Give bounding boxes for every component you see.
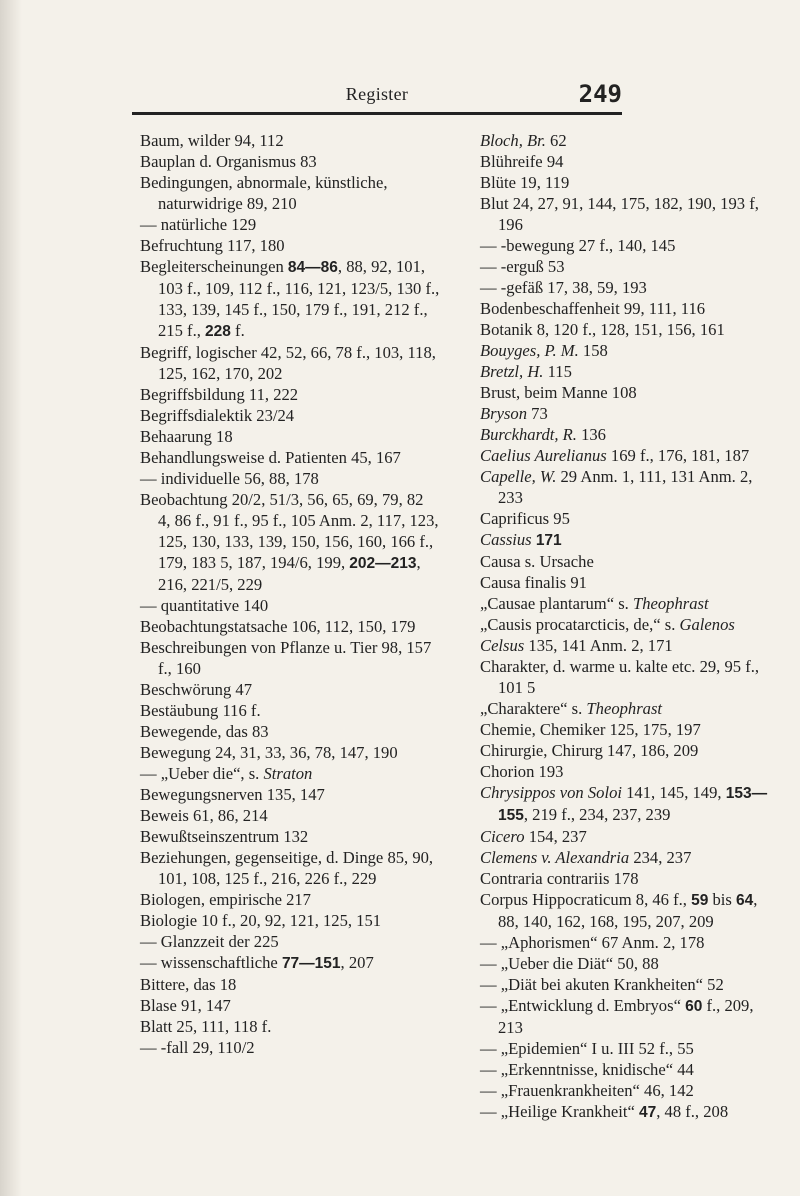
index-entry-text: Behaarung 18 <box>140 427 233 446</box>
index-entry <box>480 1101 780 1123</box>
index-entry-text: — „Erkenntnisse, knidische“ 44 <box>480 1060 694 1079</box>
index-entry-text: — wissenschaftliche <box>140 953 282 972</box>
index-entry <box>140 342 440 384</box>
index-entry-text: 153—155 <box>498 785 768 824</box>
index-entry <box>480 932 780 953</box>
index-entry-text: Blase 91, 147 <box>140 996 231 1015</box>
index-entry <box>480 847 780 868</box>
index-entry-text: Begriff, logischer 42, 52, 66, 78 f., 103, 118, 125, 162, 170, 202 <box>140 343 436 383</box>
index-entry <box>140 468 440 489</box>
index-entry-text: Begleiterscheinungen <box>140 257 288 276</box>
index-entry <box>140 805 440 826</box>
index-column-right <box>480 130 780 1123</box>
index-entry <box>140 1037 440 1058</box>
index-entry-text: — „Heilige Krankheit“ <box>480 1102 639 1121</box>
index-entry-text: 171 <box>535 532 562 549</box>
index-entry <box>140 595 440 616</box>
index-entry-text: — „Epidemien“ I u. III 52 f., 55 <box>480 1039 694 1058</box>
index-entry <box>480 298 780 319</box>
index-entry-text: , 216, 221/5, 229 <box>158 553 421 594</box>
index-entry-text: 154, 237 <box>524 827 587 846</box>
index-entry-text: Clemens v. Alexandria <box>480 848 630 867</box>
index-entry-text: Blatt 25, 111, 118 f. <box>140 1017 272 1036</box>
index-entry-text: , 48 f., 208 <box>656 1102 729 1121</box>
index-entry <box>480 719 780 740</box>
index-entry <box>140 847 440 889</box>
index-entry-text: Baum, wilder 94, 112 <box>140 131 284 150</box>
index-entry-text: 73 <box>527 404 548 423</box>
page-number: 249 <box>578 80 622 108</box>
index-entry-text: Bittere, das 18 <box>140 975 237 994</box>
index-entry <box>480 593 780 614</box>
index-entry <box>480 256 780 277</box>
index-entry <box>140 616 440 637</box>
index-entry-text: 62 <box>545 131 567 150</box>
index-entry-text: Bretzl, H. <box>480 362 544 381</box>
index-entry-text: 202—213 <box>349 555 417 572</box>
index-entry <box>140 826 440 847</box>
index-entry-text: Chorion 193 <box>480 762 564 781</box>
index-entry <box>480 508 780 529</box>
index-entry <box>140 679 440 700</box>
index-entry-text: f. <box>230 321 245 340</box>
index-entry-text: Bewegende, das 83 <box>140 722 269 741</box>
index-entry <box>480 151 780 172</box>
index-entry-text: Theophrast <box>586 699 663 718</box>
index-entry <box>480 826 780 847</box>
index-entry-text: Charakter, d. warme u. kalte etc. 29, 95 f., 101 5 <box>480 657 760 697</box>
index-entry-text: Straton <box>263 764 313 783</box>
index-entry <box>140 910 440 931</box>
index-entry <box>140 931 440 952</box>
index-entry <box>480 614 780 635</box>
index-entry <box>480 382 780 403</box>
index-entry-text: 29 Anm. 1, 111, 131 Anm. 2, 233 <box>498 467 753 507</box>
index-entry <box>140 974 440 995</box>
index-entry-text: Capelle, W. <box>480 467 557 486</box>
running-title: Register <box>345 84 409 104</box>
index-entry <box>480 319 780 340</box>
index-entry-text: Chirurgie, Chirurg 147, 186, 209 <box>480 741 699 760</box>
index-entry-text: — -gefäß 17, 38, 59, 193 <box>480 278 647 297</box>
index-entry-text: Biologen, empirische 217 <box>140 890 311 909</box>
index-entry <box>480 193 780 235</box>
index-entry-text: 135, 141 Anm. 2, 171 <box>524 636 673 655</box>
index-entry <box>480 761 780 782</box>
index-entry-text: Caprificus 95 <box>480 509 570 528</box>
index-entry-text: „Causae plantarum“ s. <box>480 594 633 613</box>
index-entry <box>140 235 440 256</box>
index-entry-text: Bauplan d. Organismus 83 <box>140 152 317 171</box>
index-entry-text: Bouyges, P. M. <box>480 341 579 360</box>
index-entry-text: Befruchtung 117, 180 <box>140 236 285 255</box>
index-entry <box>140 130 440 151</box>
index-entry-text: — „Ueber die“, s. <box>140 764 264 783</box>
index-entry-text: Blut 24, 27, 91, 144, 175, 182, 190, 193 f, 196 <box>480 194 759 234</box>
index-entry-text: Bewegung 24, 31, 33, 36, 78, 147, 190 <box>140 743 398 762</box>
index-entry <box>480 698 780 719</box>
index-entry-text: 169 f., 176, 181, 187 <box>606 446 750 465</box>
index-entry <box>480 172 780 193</box>
index-entry <box>140 995 440 1016</box>
index-entry <box>140 172 440 214</box>
index-entry-text: — -fall 29, 110/2 <box>140 1038 255 1057</box>
index-entry-text: Bewegungsnerven 135, 147 <box>140 785 325 804</box>
index-entry-text: Begriffsdialektik 23/24 <box>140 406 295 425</box>
index-entry-text: , 88, 140, 162, 168, 195, 207, 209 <box>498 890 758 931</box>
index-entry <box>140 721 440 742</box>
index-entry-text: Celsus <box>480 636 525 655</box>
page-spine-shadow <box>0 0 22 1196</box>
index-entry-text: Beziehungen, gegenseitige, d. Dinge 85, 90, 101, 108, 125 f., 216, 226 f., 229 <box>140 848 434 888</box>
index-entry-text: Cicero <box>480 827 525 846</box>
index-entry-text: Bedingungen, abnormale, künstliche, naturwidrige 89, 210 <box>140 173 388 213</box>
index-entry <box>140 889 440 910</box>
index-entry-text: 60 <box>685 998 703 1015</box>
index-entry-text: Botanik 8, 120 f., 128, 151, 156, 161 <box>480 320 725 339</box>
index-entry <box>480 1080 780 1101</box>
index-entry <box>140 405 440 426</box>
index-entry-text: 115 <box>543 362 572 381</box>
index-entry-text: 64 <box>736 892 754 909</box>
index-entry-text: 158 <box>578 341 608 360</box>
index-entry <box>480 635 780 656</box>
index-entry <box>480 953 780 974</box>
index-entry <box>140 447 440 468</box>
index-entry-text: Bestäubung 116 f. <box>140 701 261 720</box>
index-entry <box>140 784 440 805</box>
index-entry-text: Galenos <box>679 615 735 634</box>
index-entry-text: Begriffsbildung 11, 222 <box>140 385 299 404</box>
index-entry-text: Brust, beim Manne 108 <box>480 383 637 402</box>
index-entry-text: 228 <box>205 323 231 340</box>
index-entry <box>480 403 780 424</box>
index-entry-text: Causa s. Ursache <box>480 552 594 571</box>
index-entry <box>480 656 780 698</box>
index-entry-text: Chrysippos von Soloi <box>480 783 622 802</box>
index-entry-text: — natürliche 129 <box>140 215 257 234</box>
index-entry <box>480 235 780 256</box>
index-entry-text: bis <box>708 890 736 909</box>
index-entry <box>140 763 440 784</box>
index-entry-text: , 207 <box>340 953 374 972</box>
index-entry-text: Causa finalis 91 <box>480 573 587 592</box>
index-entry <box>480 782 780 826</box>
index-entry-text: Corpus Hippocraticum 8, 46 f., <box>480 890 692 909</box>
index-entry <box>480 551 780 572</box>
index-entry-text: 234, 237 <box>629 848 692 867</box>
index-entry-text: Biologie 10 f., 20, 92, 121, 125, 151 <box>140 911 382 930</box>
index-entry <box>480 424 780 445</box>
index-entry-text: Chemie, Chemiker 125, 175, 197 <box>480 720 701 739</box>
index-entry <box>480 130 780 151</box>
index-entry <box>480 868 780 889</box>
index-entry-text: Cassius <box>480 530 532 549</box>
header-rule <box>132 112 622 115</box>
index-entry <box>140 637 440 679</box>
index-entry <box>480 1059 780 1080</box>
index-entry <box>480 529 780 551</box>
index-entry-text: 77—151 <box>281 955 341 972</box>
index-entry-text: 136 <box>576 425 606 444</box>
index-entry <box>480 340 780 361</box>
index-entry-text: — -erguß 53 <box>480 257 565 276</box>
index-entry-text: — „Ueber die Diät“ 50, 88 <box>480 954 659 973</box>
index-entry <box>140 151 440 172</box>
index-entry-text: — -bewegung 27 f., 140, 145 <box>480 236 676 255</box>
index-entry <box>140 952 440 974</box>
index-entry <box>140 742 440 763</box>
index-entry-text: — individuelle 56, 88, 178 <box>140 469 319 488</box>
index-entry <box>480 1038 780 1059</box>
index-entry-text: , 219 f., 234, 237, 239 <box>523 805 671 824</box>
index-entry <box>480 995 780 1038</box>
index-entry-text: — quantitative 140 <box>140 596 269 615</box>
index-entry-text: „Charaktere“ s. <box>480 699 587 718</box>
index-entry <box>480 889 780 932</box>
index-entry <box>140 214 440 235</box>
index-entry-text: Caelius Aurelianus <box>480 446 607 465</box>
index-entry-text: Behandlungsweise d. Patienten 45, 167 <box>140 448 401 467</box>
index-entry-text: Contraria contrariis 178 <box>480 869 639 888</box>
index-entry-text: — Glanzzeit der 225 <box>140 932 279 951</box>
page-header <box>132 80 622 114</box>
index-entry <box>140 384 440 405</box>
index-entry <box>480 445 780 466</box>
index-entry <box>480 466 780 508</box>
index-entry-text: Bewußtseinszentrum 132 <box>140 827 309 846</box>
index-entry-text: Theophrast <box>632 594 709 613</box>
index-entry-text: Beobachtungstatsache 106, 112, 150, 179 <box>140 617 416 636</box>
index-entry-text: 84—86 <box>287 259 338 276</box>
index-entry-text: Beweis 61, 86, 214 <box>140 806 268 825</box>
index-column-left <box>140 130 440 1058</box>
index-entry <box>480 974 780 995</box>
index-entry-text: Blüte 19, 119 <box>480 173 570 192</box>
index-entry-text: Bryson <box>480 404 528 423</box>
index-entry-text: — „Frauenkrankheiten“ 46, 142 <box>480 1081 694 1100</box>
index-entry-text: Bodenbeschaffenheit 99, 111, 116 <box>480 299 706 318</box>
index-entry-text: — „Aphorismen“ 67 Anm. 2, 178 <box>480 933 705 952</box>
index-entry <box>140 489 440 595</box>
index-entry-text: — „Diät bei akuten Krankheiten“ 52 <box>480 975 724 994</box>
index-entry-text: Beschwörung 47 <box>140 680 252 699</box>
index-entry <box>140 700 440 721</box>
index-entry-text: 47 <box>638 1104 657 1121</box>
index-entry-text: f., 209, 213 <box>498 996 754 1037</box>
index-entry <box>140 256 440 342</box>
index-entry-text: Bloch, Br. <box>480 131 546 150</box>
index-entry <box>480 277 780 298</box>
index-entry-text: Blühreife 94 <box>480 152 564 171</box>
index-entry-text: 59 <box>691 892 709 909</box>
index-entry-text: Burckhardt, R. <box>480 425 577 444</box>
index-entry <box>480 361 780 382</box>
index-entry <box>140 1016 440 1037</box>
index-entry <box>480 740 780 761</box>
index-entry <box>140 426 440 447</box>
index-entry <box>480 572 780 593</box>
index-entry-text: Beschreibungen von Pflanze u. Tier 98, 157 f., 160 <box>140 638 432 678</box>
index-entry-text: — „Entwicklung d. Embryos“ <box>480 996 686 1015</box>
index-entry-text: 141, 145, 149, <box>621 783 726 802</box>
index-entry-text: Beobachtung 20/2, 51/3, 56, 65, 69, 79, 82 4, 86 f., 91 f., 95 f., 105 Anm. 2, 117, 123, 125, 130, 133, 139, 150, 156, 160, 166 f., 179, 183 5, 187, 194/6, 199, <box>140 490 439 572</box>
index-entry-text: „Causis procatarcticis, de,“ s. <box>480 615 680 634</box>
index-entry-text: , 88, 92, 101, 103 f., 109, 112 f., 116, 121, 123/5, 130 f., 133, 139, 145 f., 150, 179 f., 191, 212 f., 215 f., <box>158 257 440 340</box>
